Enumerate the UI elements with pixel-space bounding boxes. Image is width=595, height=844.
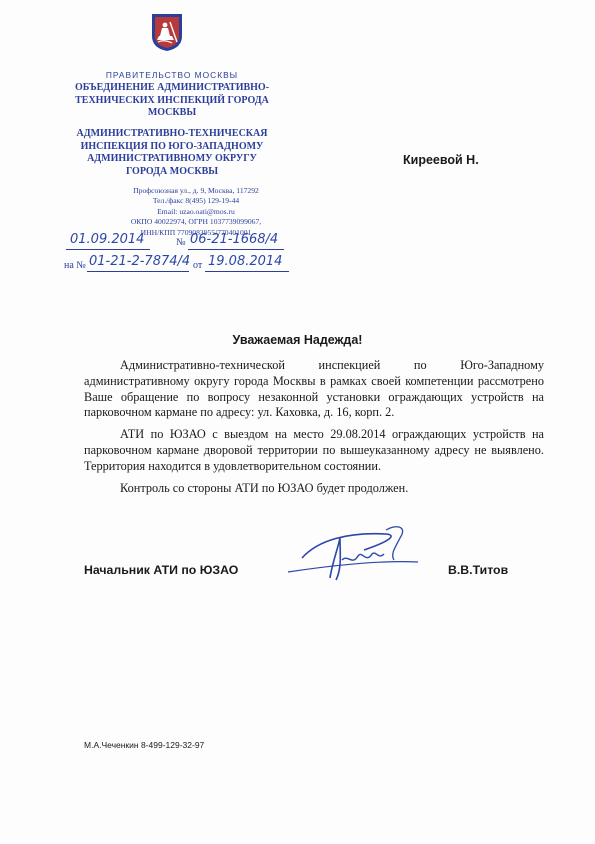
parent-organization: ОБЪЕДИНЕНИЕ АДМИНИСТРАТИВНО- ТЕХНИЧЕСКИХ ИНСПЕКЦИЙ ГОРОДА МОСКВЫ <box>74 82 270 118</box>
ref-number-prefix: на № <box>64 260 86 271</box>
email: Email: uzao.oati@mos.ru <box>157 206 235 216</box>
handwritten-signature <box>268 520 428 590</box>
signatory-name: В.В.Титов <box>448 563 509 577</box>
addressee: Киреевой Н. <box>403 153 479 167</box>
inn-kpp: ИНН/КПП 7709083955/770401001 <box>140 227 252 237</box>
body-paragraph: Контроль со стороны АТИ по ЮЗАО будет продолжен. <box>120 480 409 495</box>
government-name: ПРАВИТЕЛЬСТВО МОСКВЫ <box>105 70 239 80</box>
reg-number-prefix: № <box>176 237 186 248</box>
issuing-organization: АДМИНИСТРАТИВНО-ТЕХНИЧЕСКАЯ ИНСПЕКЦИЯ ПО ЮГО-ЗАПАДНОМУ АДМИНИСТРАТИВНОМУ ОКРУГУ ГОРОДА МОСКВЫ <box>76 128 268 177</box>
signatory-title: Начальник АТИ по ЮЗАО <box>84 563 239 577</box>
okpo-ogrn: ОКПО 40022974, ОГРН 1037739099067, <box>130 217 262 227</box>
ref-number: 01-21-2-7874/4 <box>89 254 191 269</box>
address: Профсоюзная ул., д. 9, Москва, 117292 <box>133 186 259 195</box>
body-paragraph: АТИ по ЮЗАО с выездом на место 29.08.2014 ограждающих устройств на парковочном кармане дворовой территории по вышеуказанному адресу не выявлено. Территория находится в удовлетворительном состоянии. <box>84 427 544 473</box>
phone: Тел./факс 8(495) 129-19-44 <box>152 196 240 206</box>
ref-from-label: от <box>193 260 203 271</box>
contact-details <box>96 186 296 238</box>
body-paragraph: Административно-технической инспекцией по Юго-Западному административному округу города Москвы в рамках своей компетенции рассмотрено Ваше обращение по вопросу незаконной установки ограждающих устройств на парковочном кармане по адресу: ул. Каховка, д. 16, корп. 2. <box>84 358 544 420</box>
ref-date: 19.08.2014 <box>208 254 283 269</box>
executor-contact: М.А.Чеченкин 8-499-129-32-97 <box>84 740 205 750</box>
salutation: Уважаемая Надежда! <box>232 333 363 347</box>
letter-body <box>84 358 544 502</box>
reg-date: 01.09.2014 <box>70 232 145 247</box>
moscow-coat-of-arms-icon <box>150 12 184 52</box>
reg-number: 06-21-1668/4 <box>190 232 279 247</box>
